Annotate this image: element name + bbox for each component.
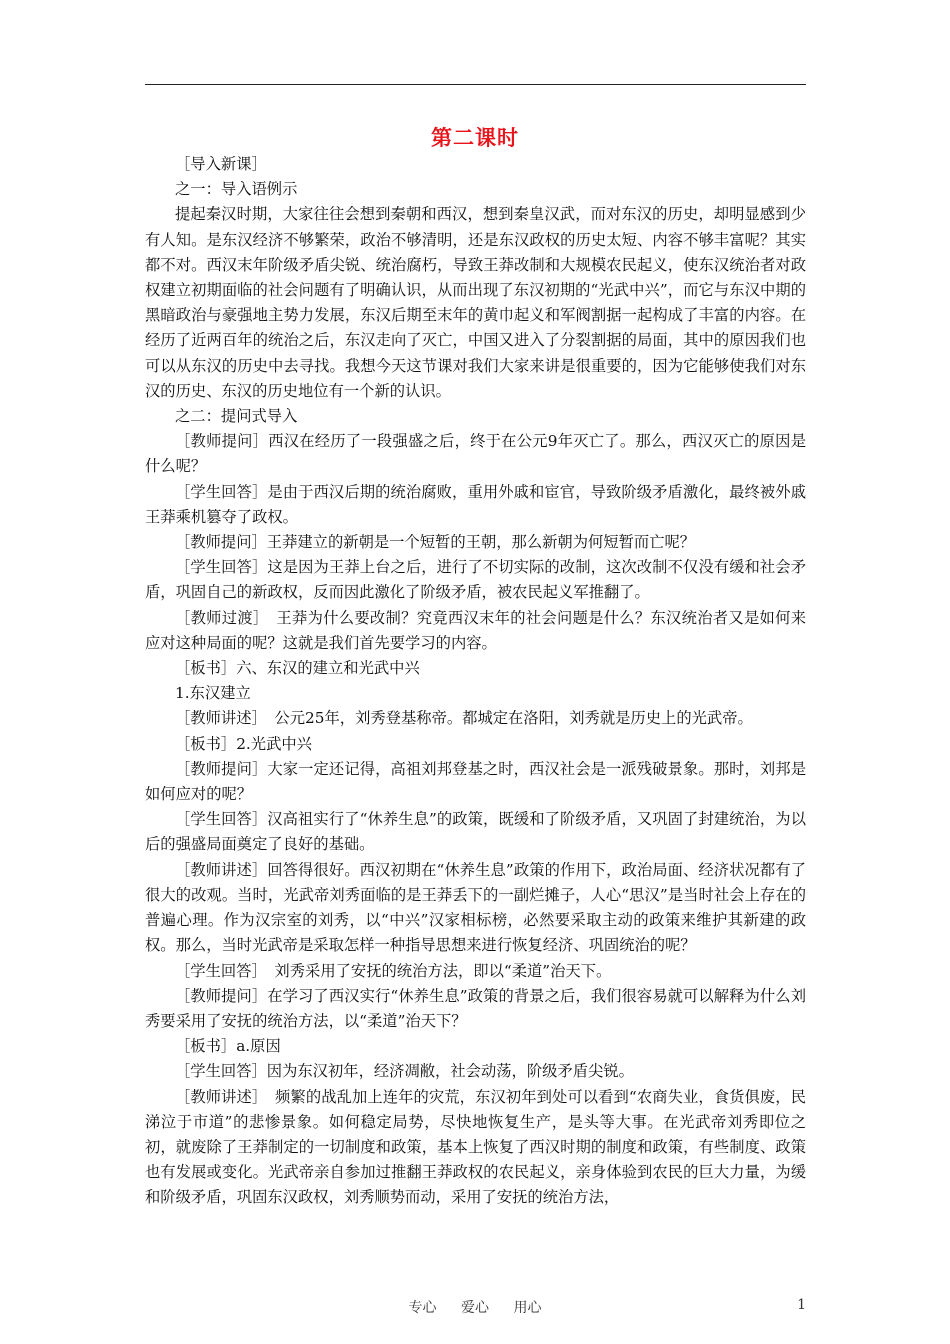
paragraph: ［学生回答］汉高祖实行了“休养生息”的政策，既缓和了阶级矛盾，又巩固了封建统治，为以后的强盛局面奠定了良好的基础。 <box>145 810 806 854</box>
paragraph: ［学生回答］这是因为王莽上台之后，进行了不切实际的改制，这次改制不仅没有缓和社会矛盾，巩固自己的新政权，反而因此激化了阶级矛盾，被农民起义军推翻了。 <box>145 558 806 602</box>
paragraph: ［教师讲述］回答得很好。西汉初期在“休养生息”政策的作用下，政治局面、经济状况都有了很大的改观。当时，光武帝刘秀面临的是王莽丢下的一副烂摊子，人心“思汉”是当时社会上存在的普遍心理。作为汉宗室的刘秀，以“中兴”汉家相标榜，必然要采取主动的政策来维护其新建的政权。那么，当时光武帝是采取怎样一种指导思想来进行恢复经济、巩固统治的呢？ <box>145 860 806 955</box>
paragraph: ［板书］a.原因 <box>175 1037 281 1056</box>
paragraph: ［教师过渡］ 王莽为什么要改制？究竟西汉末年的社会问题是什么？东汉统治者又是如何来应对这种局面的呢？这就是我们首先要学习的内容。 <box>145 608 806 652</box>
paragraph: ［板书］六、东汉的建立和光武中兴 <box>175 659 420 678</box>
paragraph: 1.东汉建立 <box>175 684 251 703</box>
paragraph: 提起秦汉时期，大家往往会想到秦朝和西汉，想到秦皇汉武，而对东汉的历史，却明显感到少有人知。是东汉经济不够繁荣，政治不够清明，还是东汉政权的历史太短、内容不够丰富呢？其实都不对。西汉末年阶级矛盾尖锐、统治腐朽，导致王莽改制和大规模农民起义，使东汉统治者对政权建立初期面临的社会问题有了明确认识，从而出现了东汉初期的“光武中兴”，而它与东汉中期的黑暗政治与豪强地主势力发展，东汉后期至末年的黄巾起义和军阀割据一起构成了丰富的内容。在经历了近两百年的统治之后，东汉走向了灭亡，中国又进入了分裂割据的局面，其中的原因我们也可以从东汉的历史中去寻找。我想今天这节课对我们大家来讲是很重要的，因为它能够使我们对东汉的历史、东汉的历史地位有一个新的认识。 <box>145 205 806 400</box>
footer-motto-1: 专心 <box>408 1300 437 1316</box>
page-number: 1 <box>797 1297 806 1313</box>
paragraph: ［教师提问］大家一定还记得，高祖刘邦登基之时，西汉社会是一派残破景象。那时，刘邦是如何应对的呢？ <box>145 759 806 804</box>
footer-motto-3: 用心 <box>513 1300 542 1316</box>
paragraph: ［教师提问］西汉在经历了一段强盛之后，终于在公元9年灭亡了。那么，西汉灭亡的原因是什么呢？ <box>145 432 806 476</box>
paragraph: ［教师讲述］ 频繁的战乱加上连年的灾荒，东汉初年到处可以看到“农商失业，食货俱废，民涕泣于市道”的悲惨景象。如何稳定局势，尽快地恢复生产，是头等大事。在光武帝刘秀即位之初，就废除了王莽制定的一切制度和政策，基本上恢复了西汉时期的制度和政策，有些制度、政策也有发展或变化。光武帝亲自参加过推翻王莽政权的农民起义，亲身体验到农民的巨大力量，为缓和阶级矛盾，巩固东汉政权，刘秀顺势而动，采用了安抚的统治方法， <box>145 1087 806 1207</box>
paragraph: ［教师讲述］ 公元25年，刘秀登基称帝。都城定在洛阳，刘秀就是历史上的光武帝。 <box>175 709 753 728</box>
page-footer <box>0 1297 950 1317</box>
footer-motto-2: 爱心 <box>461 1300 489 1316</box>
paragraph: ［学生回答］因为东汉初年，经济凋敝，社会动荡，阶级矛盾尖锐。 <box>175 1062 634 1081</box>
paragraph: ［教师提问］王莽建立的新朝是一个短暂的王朝，那么新朝为何短暂而亡呢？ <box>175 533 696 552</box>
paragraph: 之二：提问式导入 <box>175 407 298 426</box>
header-rule <box>145 84 806 85</box>
paragraph: ［教师提问］在学习了西汉实行“休养生息”政策的背景之后，我们很容易就可以解释为什么刘秀要采用了安抚的统治方法，以“柔道”治天下？ <box>145 986 806 1030</box>
page-title: 第二课时 <box>431 126 519 150</box>
paragraph: 之一：导入语例示 <box>175 180 298 199</box>
paragraph: ［导入新课］ <box>175 155 267 173</box>
paragraph: ［板书］2.光武中兴 <box>175 734 312 753</box>
document-body <box>145 152 806 1211</box>
paragraph: ［学生回答］ 刘秀采用了安抚的统治方法，即以“柔道”治天下。 <box>175 961 612 980</box>
paragraph: ［学生回答］是由于西汉后期的统治腐败，重用外戚和宦官，导致阶级矛盾激化，最终被外戚王莽乘机篡夺了政权。 <box>145 482 806 526</box>
